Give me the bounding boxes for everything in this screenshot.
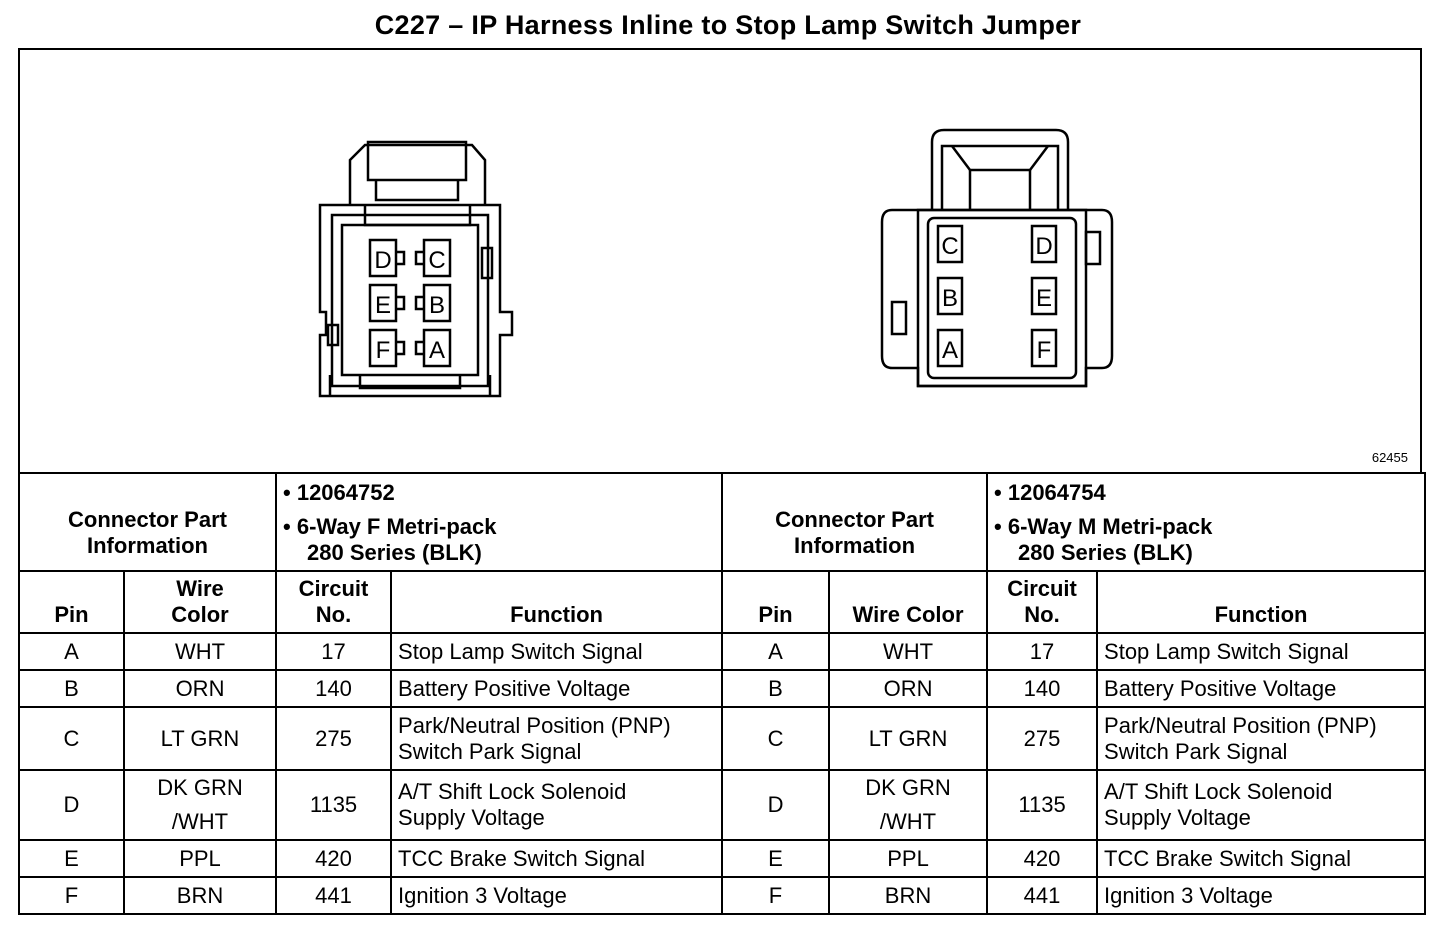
- wire-color-cell: ORN: [124, 670, 276, 707]
- circuit-cell: 275: [987, 707, 1097, 770]
- wire-color-cell: LT GRN: [829, 707, 987, 770]
- male-pin-label: B: [941, 285, 959, 312]
- col-header-circuit: Circuit No.: [987, 571, 1097, 633]
- table-row: [19, 707, 1425, 770]
- function-cell: A/T Shift Lock Solenoid Supply Voltage: [1097, 770, 1425, 840]
- pin-cell: F: [722, 877, 829, 914]
- wire-color-cell: DK GRN /WHT: [829, 770, 987, 840]
- circuit-cell: 140: [276, 670, 391, 707]
- col-header-wire-color: Wire Color: [124, 571, 276, 633]
- col-header-function: Function: [391, 571, 722, 633]
- male-pin-label: E: [1035, 285, 1053, 312]
- female-connector-drawing: [20, 50, 1420, 470]
- female-pin-label: A: [428, 337, 446, 364]
- part-info-right: • 12064754 • 6-Way M Metri-pack 280 Series (BLK): [987, 473, 1425, 571]
- pin-cell: A: [722, 633, 829, 670]
- table-row: [19, 840, 1425, 877]
- page-title: C227 – IP Harness Inline to Stop Lamp Switch Jumper: [374, 10, 1082, 40]
- wire-color-cell: ORN: [829, 670, 987, 707]
- function-cell: TCC Brake Switch Signal: [1097, 840, 1425, 877]
- part-info-row: [19, 473, 1425, 571]
- circuit-cell: 420: [276, 840, 391, 877]
- wire-color-cell: PPL: [124, 840, 276, 877]
- male-pin-label: C: [941, 233, 959, 260]
- wire-color-cell: BRN: [829, 877, 987, 914]
- pin-cell: B: [19, 670, 124, 707]
- function-cell: Ignition 3 Voltage: [391, 877, 722, 914]
- male-pin-label: D: [1035, 233, 1053, 260]
- pin-cell: E: [19, 840, 124, 877]
- figure-id: 62455: [1371, 450, 1408, 465]
- pin-cell: F: [19, 877, 124, 914]
- col-header-circuit: Circuit No.: [276, 571, 391, 633]
- female-pin-label: C: [428, 247, 446, 274]
- function-cell: Stop Lamp Switch Signal: [391, 633, 722, 670]
- female-pin-label: D: [374, 247, 392, 274]
- pin-cell: C: [19, 707, 124, 770]
- female-pin-label: E: [374, 292, 392, 319]
- circuit-cell: 17: [276, 633, 391, 670]
- circuit-cell: 420: [987, 840, 1097, 877]
- circuit-cell: 17: [987, 633, 1097, 670]
- female-latch-tab: [368, 142, 466, 180]
- column-header-row: [19, 571, 1425, 633]
- wire-color-cell: LT GRN: [124, 707, 276, 770]
- wire-color-cell: DK GRN /WHT: [124, 770, 276, 840]
- circuit-cell: 441: [987, 877, 1097, 914]
- pin-cell: D: [19, 770, 124, 840]
- part-info-label-left: Connector Part Information: [19, 473, 276, 571]
- connector-pinout-table: [18, 472, 1426, 915]
- wire-color-cell: BRN: [124, 877, 276, 914]
- pin-cell: B: [722, 670, 829, 707]
- circuit-cell: 441: [276, 877, 391, 914]
- function-cell: Battery Positive Voltage: [391, 670, 722, 707]
- function-cell: Stop Lamp Switch Signal: [1097, 633, 1425, 670]
- part-info-label-right: Connector Part Information: [722, 473, 987, 571]
- pin-cell: A: [19, 633, 124, 670]
- function-cell: Park/Neutral Position (PNP) Switch Park Signal: [1097, 707, 1425, 770]
- function-cell: Park/Neutral Position (PNP) Switch Park Signal: [391, 707, 722, 770]
- male-pin-label: F: [1036, 337, 1052, 364]
- circuit-cell: 275: [276, 707, 391, 770]
- wire-color-cell: PPL: [829, 840, 987, 877]
- table-row: [19, 670, 1425, 707]
- part-info-left: • 12064752 • 6-Way F Metri-pack 280 Series (BLK): [276, 473, 722, 571]
- pin-cell: E: [722, 840, 829, 877]
- function-cell: A/T Shift Lock Solenoid Supply Voltage: [391, 770, 722, 840]
- function-cell: Ignition 3 Voltage: [1097, 877, 1425, 914]
- table-row: [19, 633, 1425, 670]
- female-pin-label: F: [375, 337, 391, 364]
- function-cell: Battery Positive Voltage: [1097, 670, 1425, 707]
- circuit-cell: 140: [987, 670, 1097, 707]
- circuit-cell: 1135: [276, 770, 391, 840]
- col-header-pin: Pin: [19, 571, 124, 633]
- female-pin-label: B: [428, 292, 446, 319]
- table-row: [19, 770, 1425, 840]
- male-connector-drawing: [882, 130, 1112, 386]
- function-cell: TCC Brake Switch Signal: [391, 840, 722, 877]
- table-row: [19, 877, 1425, 914]
- male-body-outline: [882, 210, 1112, 386]
- pin-cell: D: [722, 770, 829, 840]
- pin-cell: C: [722, 707, 829, 770]
- male-pin-label: A: [941, 337, 959, 364]
- wire-color-cell: WHT: [829, 633, 987, 670]
- col-header-function: Function: [1097, 571, 1425, 633]
- circuit-cell: 1135: [987, 770, 1097, 840]
- col-header-wire-color: Wire Color: [829, 571, 987, 633]
- connector-diagram-panel: [18, 48, 1422, 473]
- wire-color-cell: WHT: [124, 633, 276, 670]
- col-header-pin: Pin: [722, 571, 829, 633]
